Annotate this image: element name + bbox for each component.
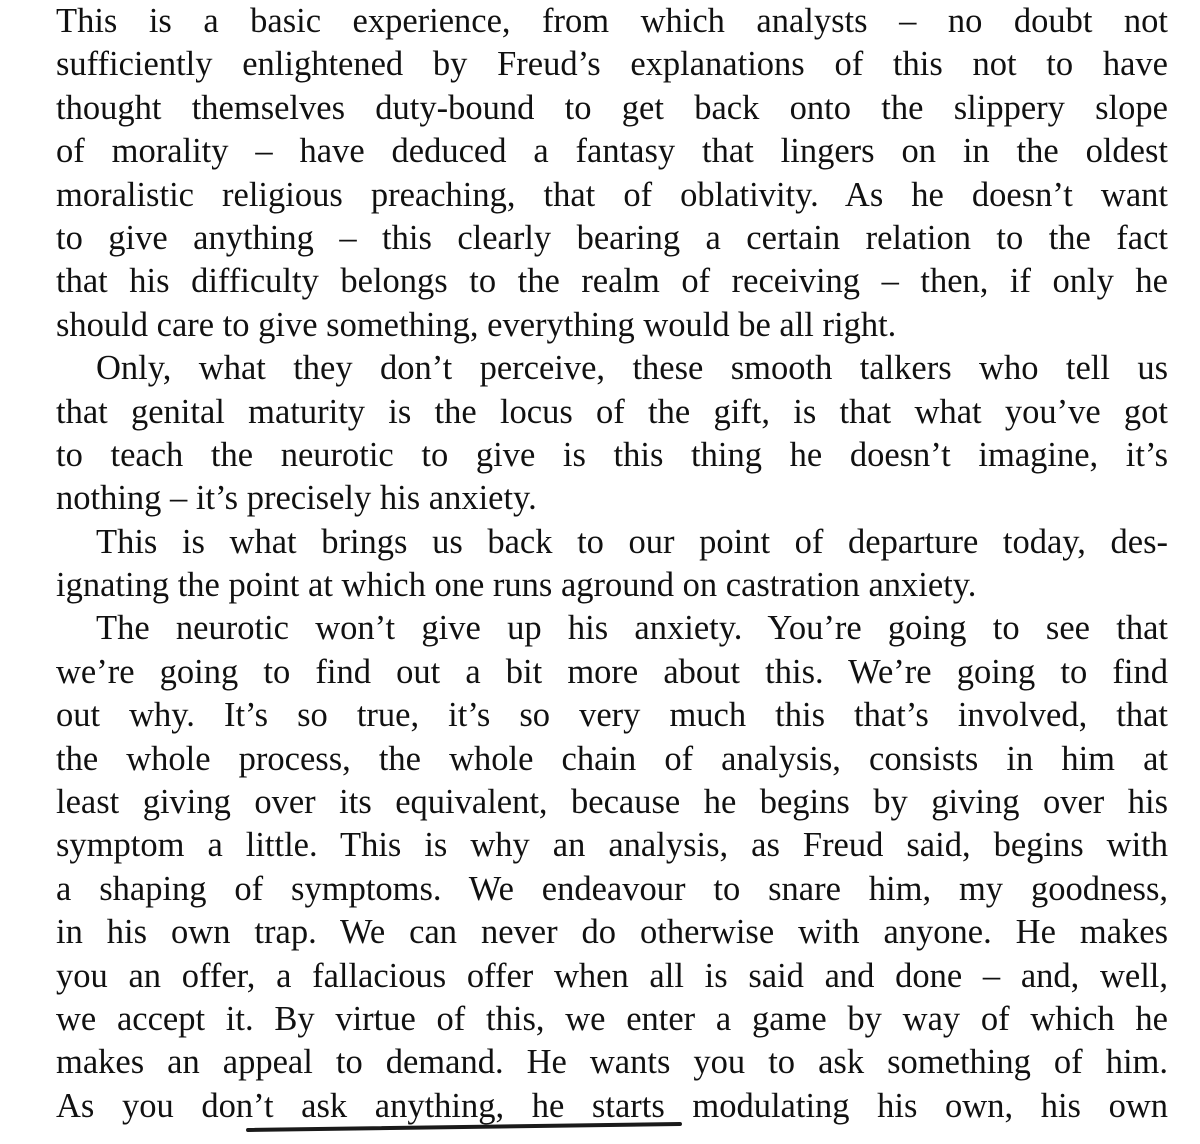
text-line: to give anything – this clearly bearing a certain relation to the fact: [56, 218, 1168, 257]
text-line: that genital maturity is the locus of the gift, is that what you’ve got: [56, 392, 1168, 431]
text-line: sufficiently enlightened by Freud’s explanations of this not to have: [56, 45, 1168, 84]
text-line: should care to give something, everything would be all right.: [56, 305, 897, 344]
text-line: makes an appeal to demand. He wants you to ask something of him.: [56, 1043, 1168, 1082]
text-line: Only, what they don’t perceive, these smooth talkers who tell us: [96, 349, 1168, 388]
text-line: symptom a little. This is why an analysis, as Freud said, begins with: [56, 826, 1168, 865]
text-line: The neurotic won’t give up his anxiety. You’re going to see that: [96, 609, 1168, 648]
text-line: of morality – have deduced a fantasy that lingers on in the oldest: [56, 132, 1168, 171]
text-line: out why. It’s so true, it’s so very much this that’s involved, that: [56, 696, 1168, 735]
text-line: This is what brings us back to our point of departure today, des-: [96, 522, 1168, 561]
text-line: we’re going to find out a bit more about this. We’re going to find: [56, 652, 1168, 691]
text-line: you an offer, a fallacious offer when all is said and done – and, well,: [56, 956, 1168, 995]
text-line: to teach the neurotic to give is this thing he doesn’t imagine, it’s: [56, 435, 1168, 474]
text-line: nothing – it’s precisely his anxiety.: [56, 479, 537, 518]
text-line: a shaping of symptoms. We endeavour to snare him, my goodness,: [56, 869, 1168, 908]
text-line: we accept it. By virtue of this, we enter a game by way of which he: [56, 999, 1168, 1038]
text-line: moralistic religious preaching, that of oblativity. As he doesn’t want: [56, 175, 1168, 214]
text-line: As you don’t ask anything, he starts modulating his own, his own: [56, 1086, 1168, 1125]
text-line: the whole process, the whole chain of analysis, consists in him at: [56, 739, 1168, 778]
text-line: that his difficulty belongs to the realm of receiving – then, if only he: [56, 262, 1168, 301]
text-line: least giving over its equivalent, because he begins by giving over his: [56, 783, 1168, 822]
text-line: This is a basic experience, from which analysts – no doubt not: [56, 2, 1168, 40]
body-text: [56, 0, 1168, 1128]
text-line: thought themselves duty-bound to get back onto the slippery slope: [56, 88, 1168, 127]
text-line: ignating the point at which one runs aground on castration anxiety.: [56, 566, 977, 605]
text-line: in his own trap. We can never do otherwise with anyone. He makes: [56, 913, 1168, 952]
